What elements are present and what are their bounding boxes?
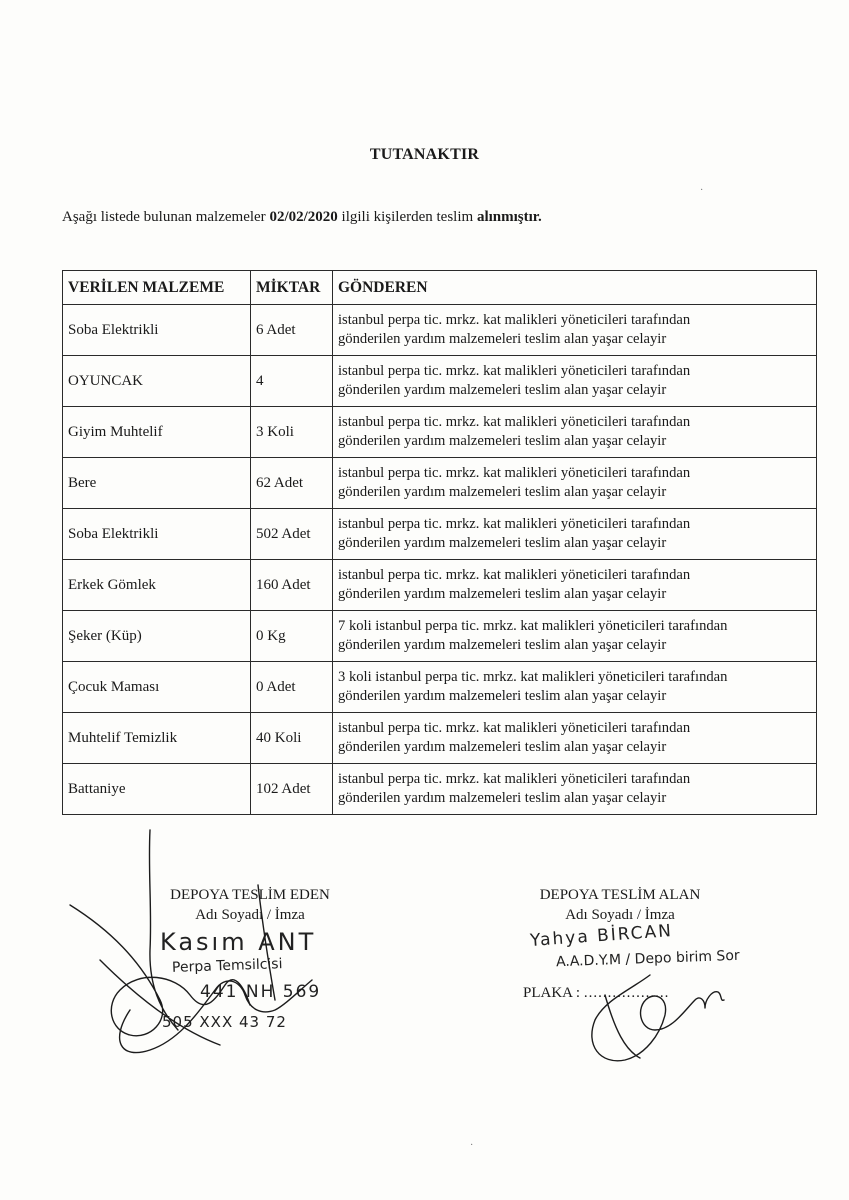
deliverer-handwritten-id: 441 NH 569 [200, 982, 322, 1002]
sender-line-2: gönderilen yardım malzemeleri teslim alan yaşar celayir [338, 790, 667, 806]
cell-sender [333, 662, 817, 713]
deliverer-handwritten-name: Kasım ANT [160, 928, 317, 956]
table-row [63, 713, 817, 764]
sender-line-2: gönderilen yardım malzemeleri teslim alan yaşar celayir [338, 433, 667, 449]
sender-line-2: gönderilen yardım malzemeleri teslim alan yaşar celayir [338, 382, 667, 398]
sender-line-1: istanbul perpa tic. mrkz. kat malikleri yöneticileri tarafından [338, 312, 691, 328]
sender-line-2: gönderilen yardım malzemeleri teslim alan yaşar celayir [338, 484, 667, 500]
table-row [63, 305, 817, 356]
plate-label: PLAKA : [523, 985, 581, 1001]
document-title: TUTANAKTIR [369, 146, 480, 163]
right-signature-tail [605, 995, 640, 1058]
header-quantity: MİKTAR [251, 271, 333, 305]
sender-line-2: gönderilen yardım malzemeleri teslim alan yaşar celayir [338, 331, 667, 347]
table-row [63, 662, 817, 713]
cell-quantity: 160 Adet [251, 560, 333, 611]
sender-line-1: istanbul perpa tic. mrkz. kat malikleri yöneticileri tarafından [338, 363, 691, 379]
cell-quantity: 0 Adet [251, 662, 333, 713]
deliverer-title: DEPOYA TESLİM EDEN [170, 887, 330, 903]
cell-material: Bere [63, 458, 251, 509]
table-row [63, 356, 817, 407]
header-sender: GÖNDEREN [333, 271, 817, 305]
cell-sender [333, 560, 817, 611]
cell-quantity: 3 Koli [251, 407, 333, 458]
cell-sender [333, 611, 817, 662]
table-row [63, 764, 817, 815]
cell-material: Soba Elektrikli [63, 509, 251, 560]
intro-text-middle: ilgili kişilerden teslim [337, 209, 477, 225]
intro-text-start: Aşağı listede bulunan malzemeler [62, 209, 270, 225]
sender-line-2: gönderilen yardım malzemeleri teslim alan yaşar celayir [338, 739, 667, 755]
header-material: VERİLEN MALZEME [63, 271, 251, 305]
sender-line-2: gönderilen yardım malzemeleri teslim alan yaşar celayir [338, 586, 667, 602]
sender-line-1: istanbul perpa tic. mrkz. kat malikleri yöneticileri tarafından [338, 465, 691, 481]
sender-line-1: istanbul perpa tic. mrkz. kat malikleri yöneticileri tarafından [338, 771, 691, 787]
sender-line-1: 3 koli istanbul perpa tic. mrkz. kat malikleri yöneticileri tarafından [338, 669, 728, 685]
signature-block-receiver [520, 885, 720, 925]
intro-date: 02/02/2020 [269, 209, 338, 225]
cell-quantity: 4 [251, 356, 333, 407]
scan-speck: · [470, 1140, 474, 1151]
sender-line-2: gönderilen yardım malzemeleri teslim alan yaşar celayir [338, 535, 667, 551]
scan-speck: · [700, 185, 704, 196]
receiver-handwritten-name: Yahya BİRCAN [529, 921, 674, 951]
receiver-handwritten-role: A.A.D.Y.M / Depo birim Sor [555, 947, 740, 971]
sender-line-1: istanbul perpa tic. mrkz. kat malikleri yöneticileri tarafından [338, 720, 691, 736]
cell-material: Şeker (Küp) [63, 611, 251, 662]
cell-material: Çocuk Maması [63, 662, 251, 713]
plate-value: .................. [583, 985, 670, 1001]
cell-sender [333, 509, 817, 560]
plate-field [523, 985, 669, 1002]
cell-quantity: 62 Adet [251, 458, 333, 509]
cell-material: Erkek Gömlek [63, 560, 251, 611]
cell-quantity: 502 Adet [251, 509, 333, 560]
cell-material: Muhtelif Temizlik [63, 713, 251, 764]
cell-sender [333, 764, 817, 815]
sender-line-1: istanbul perpa tic. mrkz. kat malikleri yöneticileri tarafından [338, 414, 691, 430]
table-row [63, 611, 817, 662]
cell-quantity: 6 Adet [251, 305, 333, 356]
table-row [63, 509, 817, 560]
cell-sender [333, 407, 817, 458]
cell-sender [333, 713, 817, 764]
table-row [63, 458, 817, 509]
cell-quantity: 0 Kg [251, 611, 333, 662]
cell-sender [333, 356, 817, 407]
sender-line-2: gönderilen yardım malzemeleri teslim alan yaşar celayir [338, 637, 667, 653]
deliverer-handwritten-role: Perpa Temsilcisi [171, 956, 283, 976]
cell-quantity: 102 Adet [251, 764, 333, 815]
materials-table [62, 270, 817, 815]
receiver-title: DEPOYA TESLİM ALAN [539, 887, 701, 903]
table-header-row [63, 271, 817, 305]
intro-text-end: alınmıştır. [476, 209, 542, 225]
deliverer-handwritten-phone: 505 XXX 43 72 [162, 1013, 287, 1031]
signature-block-deliverer [150, 885, 350, 925]
sender-line-2: gönderilen yardım malzemeleri teslim alan yaşar celayir [338, 688, 667, 704]
cell-sender [333, 305, 817, 356]
intro-sentence [62, 209, 542, 226]
receiver-subtitle: Adı Soyadı / İmza [565, 907, 675, 923]
table-row [63, 560, 817, 611]
cell-material: Soba Elektrikli [63, 305, 251, 356]
sender-line-1: istanbul perpa tic. mrkz. kat malikleri yöneticileri tarafından [338, 567, 691, 583]
table-row [63, 407, 817, 458]
sender-line-1: 7 koli istanbul perpa tic. mrkz. kat malikleri yöneticileri tarafından [338, 618, 728, 634]
cell-material: OYUNCAK [63, 356, 251, 407]
cell-quantity: 40 Koli [251, 713, 333, 764]
cell-sender [333, 458, 817, 509]
cell-material: Battaniye [63, 764, 251, 815]
sender-line-1: istanbul perpa tic. mrkz. kat malikleri yöneticileri tarafından [338, 516, 691, 532]
deliverer-subtitle: Adı Soyadı / İmza [195, 907, 305, 923]
cell-material: Giyim Muhtelif [63, 407, 251, 458]
